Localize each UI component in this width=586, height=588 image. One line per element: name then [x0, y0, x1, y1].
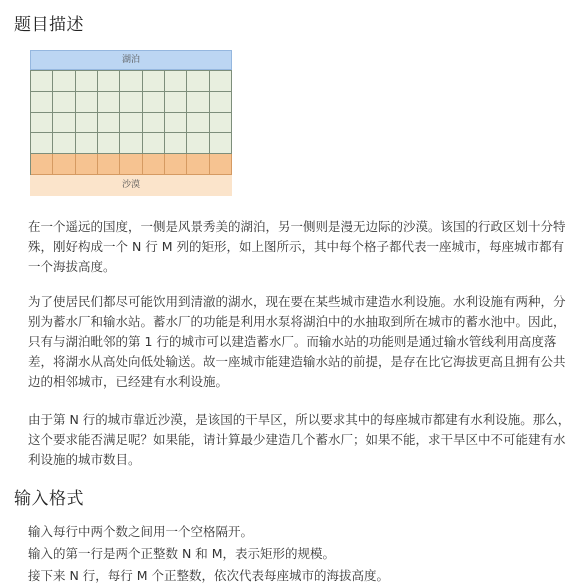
- city-cell: [120, 133, 142, 154]
- city-cell: [31, 113, 53, 134]
- city-cell: [31, 133, 53, 154]
- description-paragraph-3: 由于第 N 行的城市靠近沙漠，是该国的干旱区，所以要求其中的每座城市都建有水利设施。那么，这个要求能否满足呢？如果能，请计算最少建造几个蓄水厂；如果不能，求干旱区中不可能建有水利设施的城市数目。: [28, 412, 571, 467]
- desert-row-city-cell: [210, 154, 232, 175]
- city-cell: [165, 92, 187, 113]
- desert-row-city-cell: [165, 154, 187, 175]
- city-cell: [98, 133, 120, 154]
- city-cell: [210, 113, 232, 134]
- city-cell: [187, 113, 209, 134]
- city-cell: [187, 133, 209, 154]
- lake-desert-figure: [30, 50, 232, 196]
- city-cell: [53, 113, 75, 134]
- city-cell: [187, 71, 209, 92]
- city-cell: [120, 71, 142, 92]
- desert-row-city-cell: [120, 154, 142, 175]
- section-title-input-format: 输入格式: [14, 489, 84, 509]
- city-cell: [143, 133, 165, 154]
- description-paragraph-1: 在一个遥远的国度，一侧是风景秀美的湖泊，另一侧则是漫无边际的沙漠。该国的行政区划十分特殊，刚好构成一个 N 行 M 列的矩形，如上图所示，其中每个格子都代表一座城市，每座城市都有一个海拔高度。: [28, 219, 566, 274]
- desert-row-city-cell: [31, 154, 53, 175]
- desert-row-city-cell: [187, 154, 209, 175]
- city-cell: [210, 92, 232, 113]
- city-cell: [165, 71, 187, 92]
- city-cell: [143, 71, 165, 92]
- city-cell: [98, 113, 120, 134]
- section-title-description: 题目描述: [14, 15, 84, 35]
- desert-label: 沙漠: [30, 175, 232, 196]
- city-cell: [210, 71, 232, 92]
- city-cell: [165, 113, 187, 134]
- desert-row-city-cell: [143, 154, 165, 175]
- input-format-line: 接下来 N 行，每行 M 个正整数，依次代表每座城市的海拔高度。: [28, 568, 390, 583]
- input-format-list: [28, 521, 574, 587]
- city-cell: [76, 113, 98, 134]
- city-grid: [30, 70, 232, 175]
- lake-label: 湖泊: [30, 50, 232, 70]
- city-cell: [76, 71, 98, 92]
- desert-row-city-cell: [98, 154, 120, 175]
- input-format-line: 输入每行中两个数之间用一个空格隔开。: [28, 524, 254, 539]
- input-format-line: 输入的第一行是两个正整数 N 和 M，表示矩形的规模。: [28, 546, 336, 561]
- city-cell: [120, 92, 142, 113]
- description-paragraph-2: 为了使居民们都尽可能饮用到清澈的湖水，现在要在某些城市建造水利设施。水利设施有两种，分别为蓄水厂和输水站。蓄水厂的功能是利用水泵将湖泊中的水抽取到所在城市的蓄水池中。因此，只有与湖泊毗邻的第 1 行的城市可以建造蓄水厂。而输水站的功能则是通过输水管线利用高度落差，将湖水从高处向低处输送。故一座城市能建造输水站的前提，是存在比它海拔更高且拥有公共边的相邻城市，已经建有水利设施。: [28, 294, 566, 389]
- city-cell: [31, 71, 53, 92]
- city-cell: [187, 92, 209, 113]
- city-cell: [76, 92, 98, 113]
- city-cell: [143, 113, 165, 134]
- city-cell: [53, 92, 75, 113]
- desert-row-city-cell: [76, 154, 98, 175]
- desert-row-city-cell: [53, 154, 75, 175]
- city-cell: [53, 133, 75, 154]
- city-cell: [143, 92, 165, 113]
- city-cell: [31, 92, 53, 113]
- city-cell: [120, 113, 142, 134]
- city-cell: [53, 71, 75, 92]
- city-cell: [98, 92, 120, 113]
- city-cell: [76, 133, 98, 154]
- city-cell: [210, 133, 232, 154]
- city-cell: [165, 133, 187, 154]
- city-cell: [98, 71, 120, 92]
